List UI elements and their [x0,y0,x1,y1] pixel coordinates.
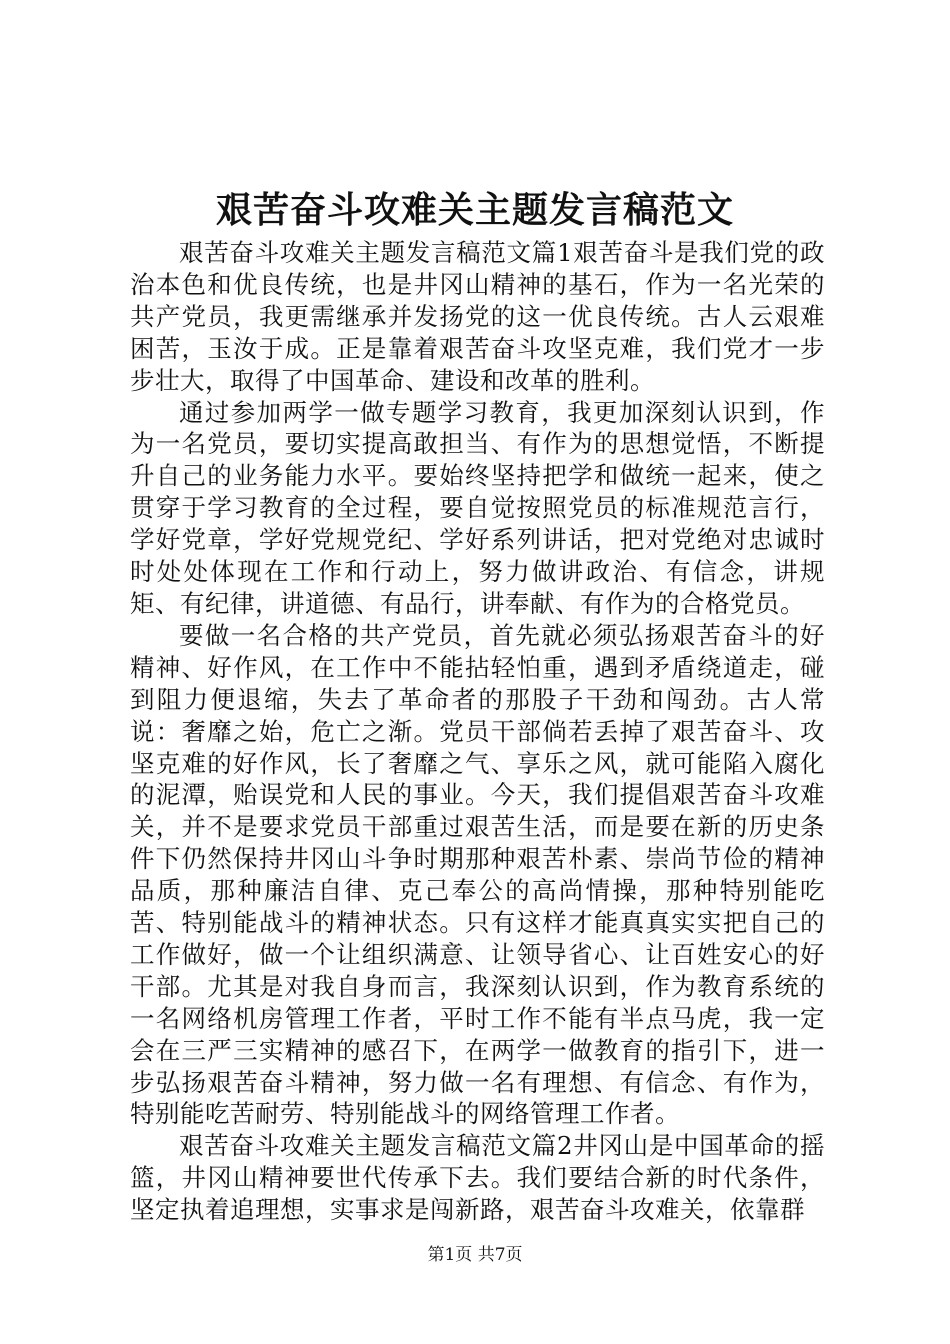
document-body [130,237,825,1226]
paragraph-2: 通过参加两学一做专题学习教育，我更加深刻认识到，作为一名党员，要切实提高敢担当、有作为的思想觉悟，不断提升自己的业务能力水平。要始终坚持把学和做统一起来，使之贯穿于学习教育的全过程，要自觉按照党员的标准规范言行，学好党章，学好党规党纪、学好系列讲话，把对党绝对忠诚时时处处体现在工作和行动上，努力做讲政治、有信念，讲规矩、有纪律，讲道德、有品行，讲奉献、有作为的合格党员。 [130,397,825,618]
paragraph-1: 艰苦奋斗攻难关主题发言稿范文篇1艰苦奋斗是我们党的政治本色和优良传统，也是井冈山精神的基石，作为一名光荣的共产党员，我更需继承并发扬党的这一优良传统。古人云艰难困苦，玉汝于成。正是靠着艰苦奋斗攻坚克难，我们党才一步步壮大，取得了中国革命、建设和改革的胜利。 [130,238,825,395]
document-title: 艰苦奋斗攻难关主题发言稿范文 [215,189,734,231]
page-number-footer: 第1页 共7页 [427,1245,523,1265]
paragraph-4: 艰苦奋斗攻难关主题发言稿范文篇2井冈山是中国革命的摇篮，井冈山精神要世代传承下去。我们要结合新的时代条件，坚定执着追理想，实事求是闯新路，艰苦奋斗攻难关，依靠群 [130,1131,825,1225]
paragraph-3: 要做一名合格的共产党员，首先就必须弘扬艰苦奋斗的好精神、好作风，在工作中不能拈轻怕重，遇到矛盾绕道走，碰到阻力便退缩，失去了革命者的那股子干劲和闯劲。古人常说：奢靡之始，危亡之渐。党员干部倘若丢掉了艰苦奋斗、攻坚克难的好作风，长了奢靡之气、享乐之风，就可能陷入腐化的泥潭，贻误党和人民的事业。今天，我们提倡艰苦奋斗攻难关，并不是要求党员干部重过艰苦生活，而是要在新的历史条件下仍然保持井冈山斗争时期那种艰苦朴素、崇尚节俭的精神品质，那种廉洁自律、克己奉公的高尚情操，那种特别能吃苦、特别能战斗的精神状态。只有这样才能真真实实把自己的工作做好，做一个让组织满意、让领导省心、让百姓安心的好干部。尤其是对我自身而言，我深刻认识到，作为教育系统的一名网络机房管理工作者，平时工作不能有半点马虎，我一定会在三严三实精神的感召下，在两学一做教育的指引下，进一步弘扬艰苦奋斗精神，努力做一名有理想、有信念、有作为，特别能吃苦耐劳、特别能战斗的网络管理工作者。 [130,620,825,1129]
